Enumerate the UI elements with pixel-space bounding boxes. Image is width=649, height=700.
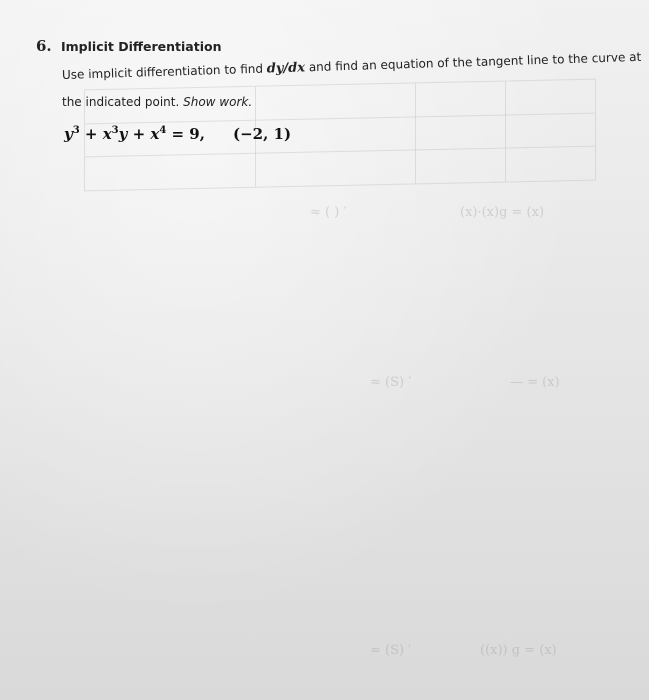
eq-x-exp: 3 [111, 125, 119, 136]
eq-y-factor: y [118, 125, 128, 143]
bleed-through-mark: ≈ (S) ′ [370, 643, 412, 658]
show-work-text: Show work. [183, 95, 253, 109]
bleed-through-mark: ≈ (S) ′ [370, 375, 412, 390]
bleed-through-mark: (x)·(x)g = (x) [460, 205, 545, 220]
eq-equals: = 9, [166, 125, 205, 143]
instruction-part1: Use implicit differentiation to find [61, 61, 268, 82]
eq-plus: + [79, 125, 103, 143]
bleed-through-mark: ≈ ( ) ′ [310, 205, 347, 220]
instruction-text-line1 [62, 50, 642, 83]
eq-y-exp: 3 [72, 125, 80, 136]
problem-title: Implicit Differentiation [61, 39, 222, 54]
eq-x4: x [150, 125, 160, 143]
curve-equation [64, 125, 205, 143]
eq-y: y [64, 125, 73, 143]
instruction-part2: and find an equation of the tangent line to the curve at [304, 49, 642, 75]
eq-x4-exp: 4 [159, 125, 167, 136]
eq-x: x [102, 125, 112, 143]
bleed-through-mark: — = (x) [510, 375, 560, 390]
bleed-through-mark: ((x)) g = (x) [480, 643, 557, 658]
tangent-point: (−2, 1) [233, 125, 292, 143]
instruction-text-line2 [62, 95, 252, 109]
derivative-notation: dy/dx [266, 60, 306, 77]
problem-number: 6. [36, 37, 52, 55]
eq-plus: + [127, 125, 151, 143]
instruction-line2-plain: the indicated point. [62, 95, 184, 109]
